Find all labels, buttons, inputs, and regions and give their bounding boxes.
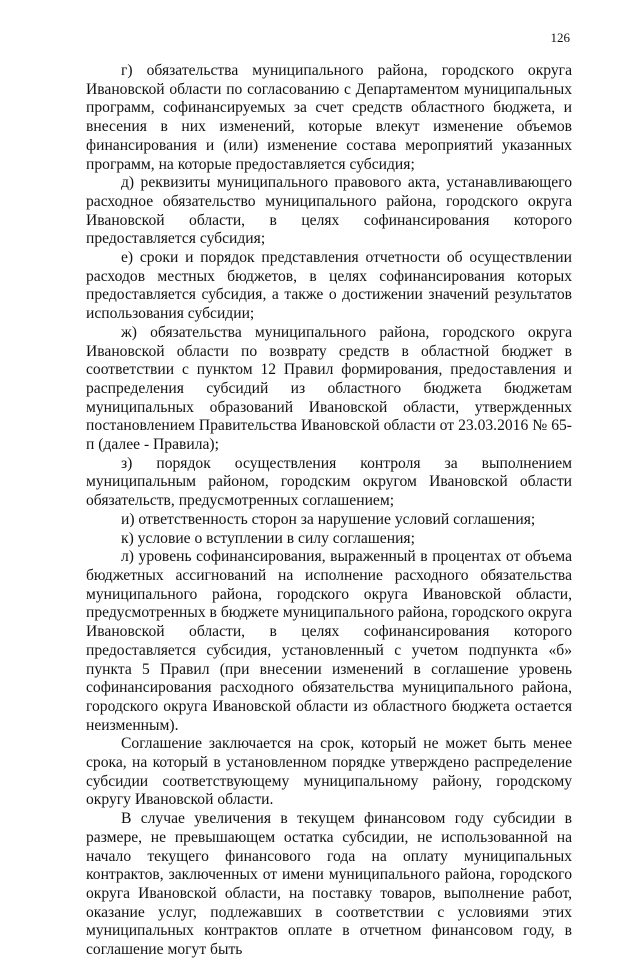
paragraph-zh: ж) обязательства муниципального района, городского округа Ивановской области по возврату средств в областной бюджет в соответствии с пунктом 12 Правил формирования, предоставления и распределения субсидий из областного бюджета бюджетам муниципальных образований Ивановской области, утвержденных постановлением Правительства Ивановской области от 23.03.2016 № 65-п (далее - Правила); xyxy=(86,323,572,454)
document-text xyxy=(86,62,572,960)
paragraph-subsidy-increase: В случае увеличения в текущем финансовом году субсидии в размере, не превышающем остатка субсидии, не использованной на начало текущего финансового года на оплату муниципальных контрактов, заключенных от имени муниципального района, городского округа Ивановской области, на поставку товаров, выполнение работ, оказание услуг, подлежавших в соответствии с условиями этих муниципальных контрактов оплате в отчетном финансовом году, в соглашение могут быть xyxy=(86,810,572,959)
paragraph-l: л) уровень софинансирования, выраженный в процентах от объема бюджетных ассигнований на исполнение расходного обязательства муниципального района, городского округа Ивановской области, предусмотренных в бюджете муниципального района, городского округа Ивановской области, в целях софинансирования которого предоставляется субсидия, установленный с учетом подпункта «б» пункта 5 Правил (при внесении изменений в соглашение уровень софинансирования расходного обязательства муниципального района, городского округа Ивановской области из областного бюджета остается неизменным). xyxy=(86,548,572,734)
paragraph-k: к) условие о вступлении в силу соглашения; xyxy=(121,529,415,547)
page-number: 126 xyxy=(550,30,570,45)
paragraph-agreement-term: Соглашение заключается на срок, который не может быть менее срока, на который в установленном порядке утверждено распределение субсидии соответствующему муниципальному району, городскому округу Ивановской области. xyxy=(86,735,572,809)
paragraph-g: г) обязательства муниципального района, городского округа Ивановской области по согласованию с Департаментом муниципальных программ, софинансируемых за счет средств областного бюджета, и внесения в них изменений, которые влекут изменение объемов финансирования и (или) изменение состава мероприятий указанных программ, на которые предоставляется субсидия; xyxy=(86,62,572,173)
paragraph-e: е) сроки и порядок представления отчетности об осуществлении расходов местных бюджетов, в целях софинансирования которых предоставляется субсидия, а также о достижении значений результатов использования субсидии; xyxy=(86,249,572,323)
paragraph-d: д) реквизиты муниципального правового акта, устанавливающего расходное обязательство муниципального района, городского округа Ивановской области, в целях софинансирования которого предоставляется субсидия; xyxy=(86,174,572,248)
paragraph-i: и) ответственность сторон за нарушение условий соглашения; xyxy=(121,510,536,528)
paragraph-z: з) порядок осуществления контроля за выполнением муниципальным районом, городским округом Ивановской области обязательств, предусмотренных соглашением; xyxy=(86,454,572,510)
